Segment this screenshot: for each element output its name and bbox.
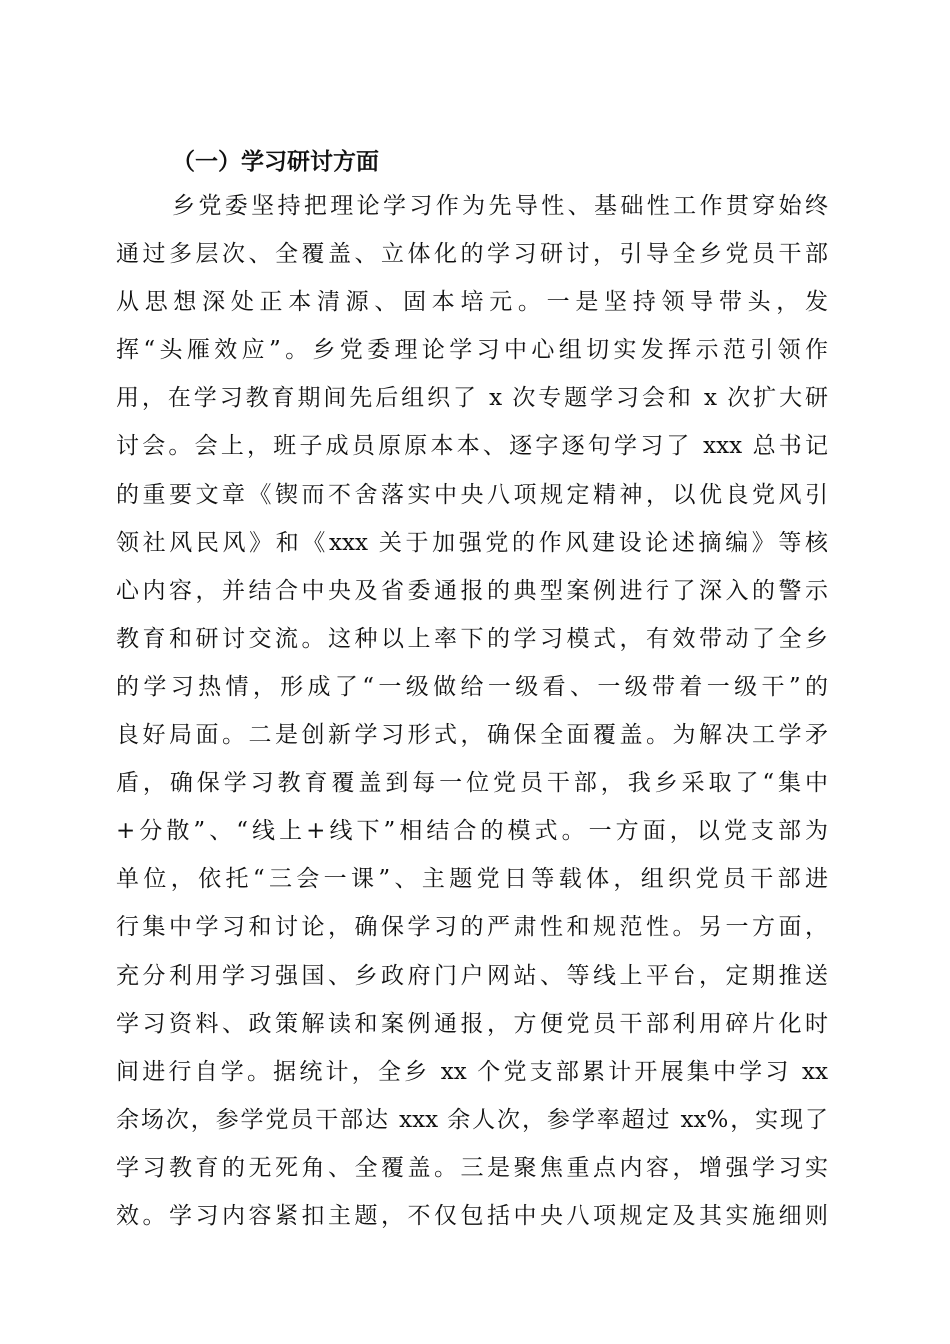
text-line: 的重要文章《锲而不舍落实中央八项规定精神，以优良党风引 xyxy=(116,481,828,508)
text-line: 盾，确保学习教育覆盖到每一位党员干部，我乡采取了“集中 xyxy=(116,770,828,797)
text-line: 从思想深处正本清源、固本培元。一是坚持领导带头，发 xyxy=(116,289,828,316)
text-line: 学习教育的无死角、全覆盖。三是聚焦重点内容，增强学习实 xyxy=(116,1154,828,1181)
section-heading: （一）学习研讨方面 xyxy=(172,148,379,175)
text-line: +分散”、“线上+线下”相结合的模式。一方面，以党支部为 xyxy=(116,818,828,845)
text-line: 间进行自学。据统计，全乡 xx 个党支部累计开展集中学习 xx xyxy=(116,1058,828,1085)
text-line: 良好局面。二是创新学习形式，确保全面覆盖。为解决工学矛 xyxy=(116,722,828,749)
text-line: 教育和研讨交流。这种以上率下的学习模式，有效带动了全乡 xyxy=(116,625,828,652)
text-line: 效。学习内容紧扣主题，不仅包括中央八项规定及其实施细则 xyxy=(116,1202,828,1229)
text-line: 用，在学习教育期间先后组织了 x 次专题学习会和 x 次扩大研 xyxy=(116,385,828,412)
text-line: 学习资料、政策解读和案例通报，方便党员干部利用碎片化时 xyxy=(116,1010,828,1037)
body-paragraph xyxy=(116,182,828,1240)
text-line: 单位，依托“三会一课”、主题党日等载体，组织党员干部进 xyxy=(116,866,828,893)
text-line: 充分利用学习强国、乡政府门户网站、等线上平台，定期推送 xyxy=(116,962,828,989)
text-line: 心内容，并结合中央及省委通报的典型案例进行了深入的警示 xyxy=(116,577,828,604)
text-line: 挥“头雁效应”。乡党委理论学习中心组切实发挥示范引领作 xyxy=(116,337,828,364)
text-line: 的学习热情，形成了“一级做给一级看、一级带着一级干”的 xyxy=(116,673,828,700)
text-line: 讨会。会上，班子成员原原本本、逐字逐句学习了 xxx 总书记 xyxy=(116,433,828,460)
text-line: 行集中学习和讨论，确保学习的严肃性和规范性。另一方面， xyxy=(116,914,828,941)
text-line: 余场次，参学党员干部达 xxx 余人次，参学率超过 xx%，实现了 xyxy=(116,1106,828,1133)
text-line: 乡党委坚持把理论学习作为先导性、基础性工作贯穿始终 xyxy=(172,193,828,219)
text-line: 领社风民风》和《xxx 关于加强党的作风建设论述摘编》等核 xyxy=(116,529,828,556)
text-line: 通过多层次、全覆盖、立体化的学习研讨，引导全乡党员干部 xyxy=(116,241,828,268)
